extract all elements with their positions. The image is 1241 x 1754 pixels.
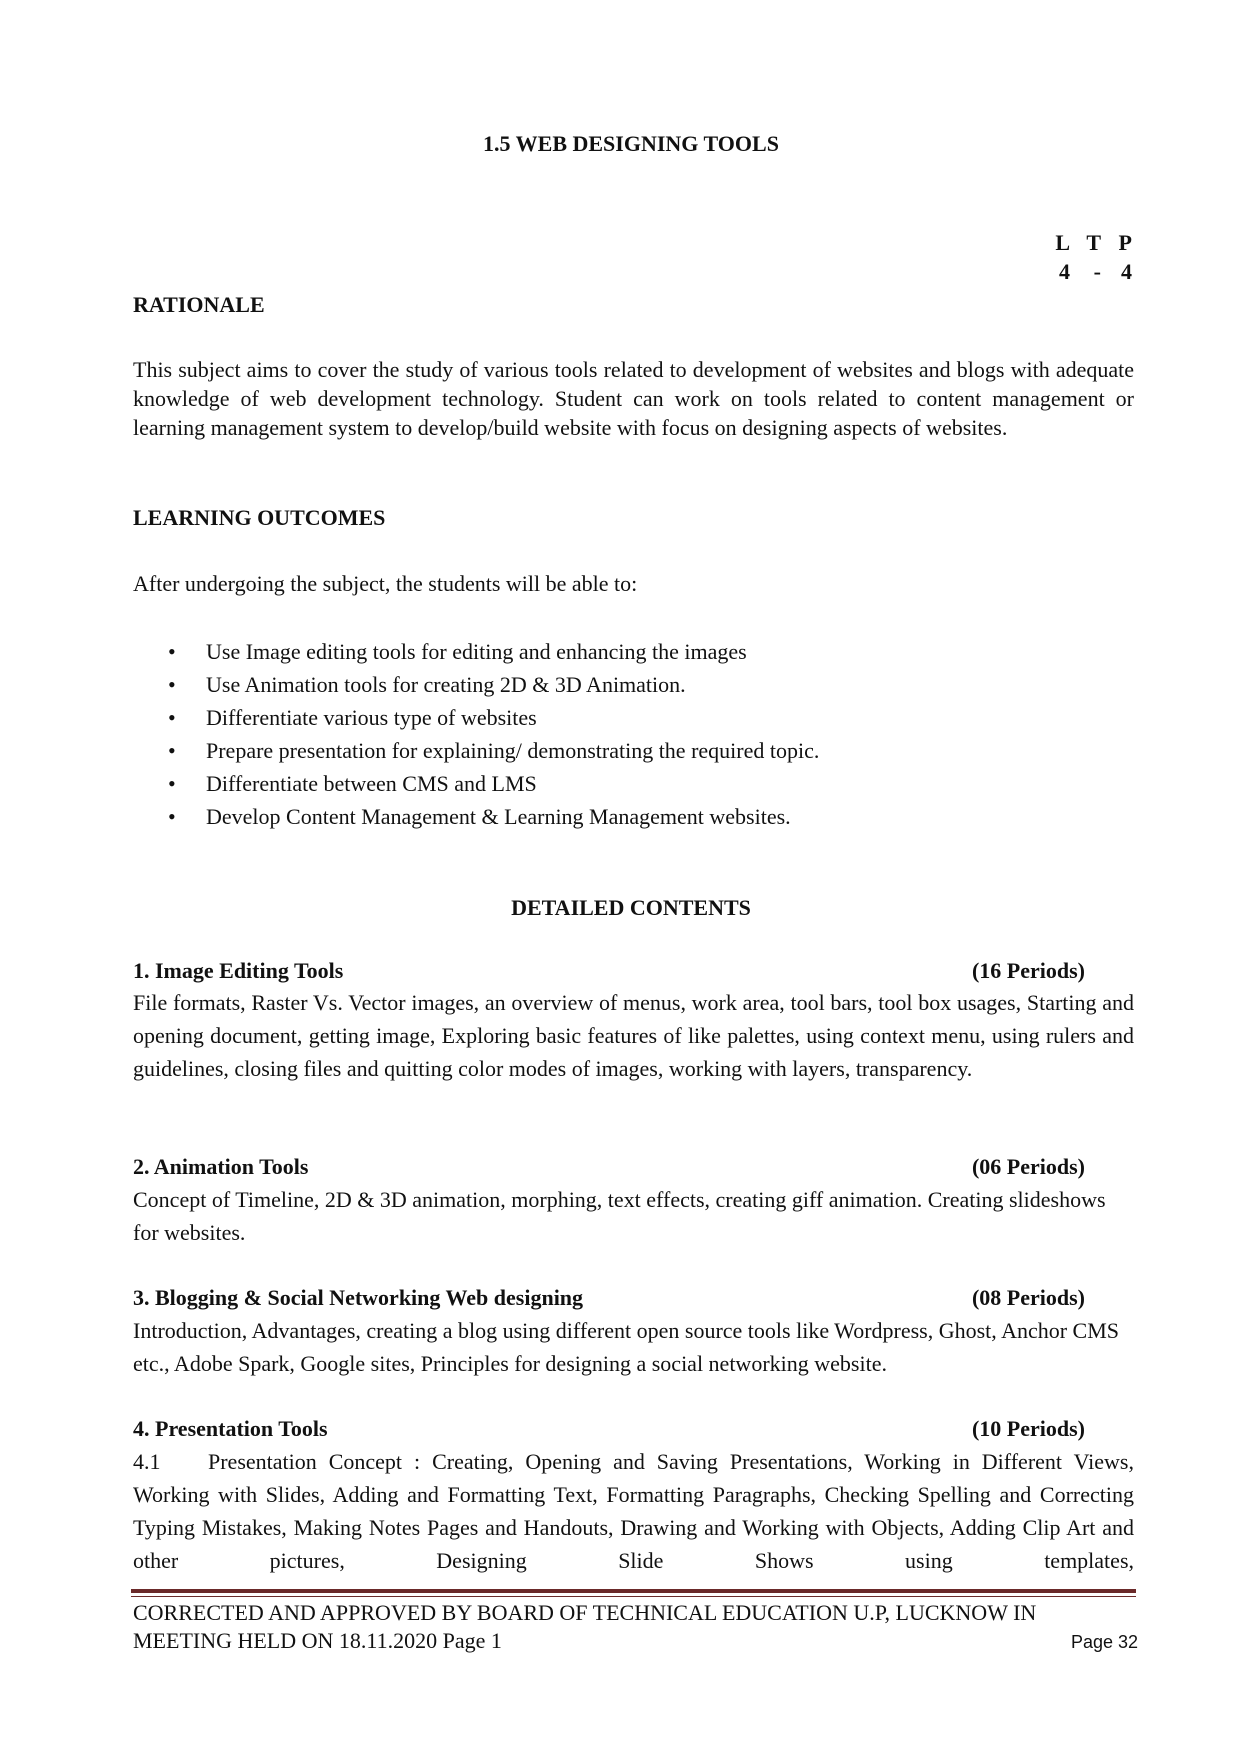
- ltp-header-row: [1039, 228, 1132, 257]
- section-body: File formats, Raster Vs. Vector images, an overview of menus, work area, tool bars, tool box usages, Starting and opening document, getting image, Exploring basic features of like palettes, using context menu, using rulers and guidelines, closing files and quitting color modes of images, working with layers, transparency.: [133, 990, 1134, 1081]
- section-body: [133, 1445, 1134, 1577]
- subsection-number: 4.1: [133, 1449, 161, 1474]
- footer-line-2: MEETING HELD ON 18.11.2020 Page 1: [133, 1628, 502, 1653]
- footer-rule-thin: [131, 1596, 1136, 1597]
- footer-line-1: CORRECTED AND APPROVED BY BOARD OF TECHNICAL EDUCATION U.P, LUCKNOW IN: [133, 1600, 1037, 1625]
- bullet-icon: •: [168, 804, 176, 829]
- list-item-text: Develop Content Management & Learning Management websites.: [206, 804, 791, 829]
- ltp-value-p: 4: [1121, 259, 1132, 284]
- footer-rule: [131, 1589, 1136, 1593]
- section-heading: [133, 1416, 1085, 1442]
- section-title: 2. Animation Tools: [133, 1154, 309, 1179]
- list-item: [168, 734, 819, 767]
- learning-outcomes-heading: LEARNING OUTCOMES: [133, 505, 386, 530]
- section-body: Concept of Timeline, 2D & 3D animation, morphing, text effects, creating giff animation. Creating slideshows for websites.: [133, 1187, 1106, 1245]
- list-item-text: Prepare presentation for explaining/ demonstrating the required topic.: [206, 738, 820, 763]
- section-heading: [133, 1154, 1085, 1180]
- learning-outcomes-list: [168, 635, 819, 833]
- ltp-header-l: L: [1055, 230, 1070, 255]
- section-periods: (16 Periods): [971, 958, 1085, 983]
- rationale-heading: RATIONALE: [133, 292, 265, 317]
- section-periods: (10 Periods): [971, 1416, 1085, 1441]
- section-title: 1. Image Editing Tools: [133, 958, 344, 983]
- list-item: [168, 701, 819, 734]
- ltp-header-t: T: [1086, 230, 1101, 255]
- section-title: 3. Blogging & Social Networking Web designing: [133, 1285, 584, 1310]
- learning-outcomes-intro: After undergoing the subject, the students will be able to:: [133, 571, 638, 596]
- subsection-text: Presentation Concept : Creating, Opening and Saving Presentations, Working in Different Views, Working with Slides, Adding and Formatting Text, Formatting Paragraphs, Checking Spelling and Correcting Typing Mistakes, Making Notes Pages and Handouts, Drawing and Working with Objects, Adding Clip Art and other pictures, Designing Slide Shows using templates,: [133, 1449, 1134, 1573]
- ltp-value-l: 4: [1059, 259, 1070, 284]
- bullet-icon: •: [168, 738, 176, 763]
- footer-line-2-row: [133, 1627, 1138, 1656]
- list-item-text: Differentiate various type of websites: [206, 705, 537, 730]
- section-heading: [133, 1285, 1085, 1311]
- section-heading: [133, 958, 1085, 984]
- ltp-header-p: P: [1118, 230, 1132, 255]
- list-item-text: Use Image editing tools for editing and enhancing the images: [206, 639, 747, 664]
- section-periods: (08 Periods): [971, 1285, 1085, 1310]
- ltp-value-t: -: [1093, 259, 1101, 284]
- section-title: 4. Presentation Tools: [133, 1416, 328, 1441]
- detailed-contents-heading: DETAILED CONTENTS: [511, 895, 751, 920]
- page-number: Page 32: [1070, 1632, 1138, 1652]
- list-item-text: Use Animation tools for creating 2D & 3D Animation.: [206, 672, 686, 697]
- list-item: [168, 668, 819, 701]
- bullet-icon: •: [168, 672, 176, 697]
- rationale-text: This subject aims to cover the study of various tools related to development of websites and blogs with adequate knowledge of web development technology. Student can work on tools related to content management or learning management system to develop/build website with focus on designing aspects of websites.: [133, 357, 1134, 440]
- list-item: [168, 800, 819, 833]
- ltp-table: [1039, 228, 1132, 286]
- page-footer: [133, 1599, 1138, 1656]
- list-item: [168, 635, 819, 668]
- list-item: [168, 767, 819, 800]
- section-body: Introduction, Advantages, creating a blog using different open source tools like Wordpress, Ghost, Anchor CMS etc., Adobe Spark, Google sites, Principles for designing a social networking website.: [133, 1318, 1120, 1376]
- document-title: 1.5 WEB DESIGNING TOOLS: [483, 131, 779, 156]
- list-item-text: Differentiate between CMS and LMS: [206, 771, 537, 796]
- section-periods: (06 Periods): [971, 1154, 1085, 1179]
- bullet-icon: •: [168, 771, 176, 796]
- bullet-icon: •: [168, 705, 176, 730]
- ltp-value-row: [1039, 257, 1132, 286]
- bullet-icon: •: [168, 639, 176, 664]
